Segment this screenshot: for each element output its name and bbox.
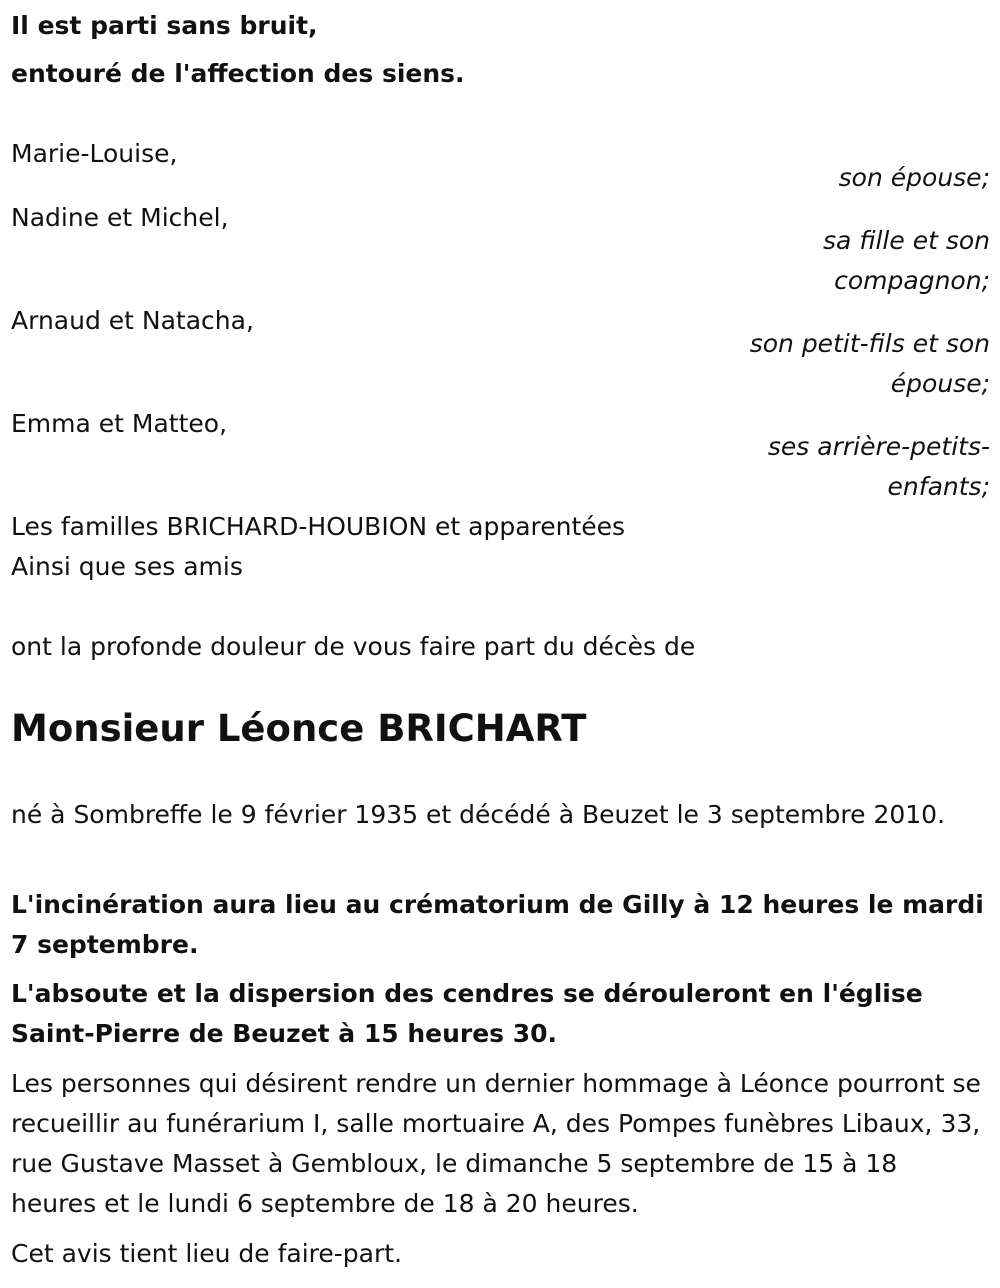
announcement: ont la profonde douleur de vous faire part du décès de	[11, 632, 696, 661]
cremation-info: L'incinération aura lieu au crématorium de Gilly à 12 heures le mardi 7 septembre.	[11, 890, 984, 959]
family-relation-grandson-2: épouse;	[890, 369, 990, 398]
visitation-info: Les personnes qui désirent rendre un dernier hommage à Léonce pourront se recueillir au funérarium I, salle mortuaire A, des Pompes funèbres Libaux, 33, rue Gustave Masset à Gembloux, le dimanche 5 septembre de 15 à 18 heures et le lundi 6 septembre de 18 à 20 heures.	[11, 1069, 981, 1218]
intro-line-1: Il est parti sans bruit,	[11, 11, 318, 40]
family-name-daughter: Nadine et Michel,	[11, 203, 229, 232]
family-name-grandson: Arnaud et Natacha,	[11, 306, 254, 335]
absolution-info: L'absoute et la dispersion des cendres se dérouleront en l'église Saint-Pierre de Beuzet à 15 heures 30.	[11, 979, 923, 1048]
deceased-name: Monsieur Léonce BRICHART	[11, 707, 587, 750]
family-relation-great-grandchildren-2: enfants;	[887, 472, 990, 501]
family-relation-great-grandchildren-1: ses arrière-petits-	[767, 432, 990, 461]
family-relation-daughter-1: sa fille et son	[823, 226, 990, 255]
birth-death-info: né à Sombreffe le 9 février 1935 et décédé à Beuzet le 3 septembre 2010.	[11, 800, 946, 829]
family-relation-daughter-2: compagnon;	[834, 266, 990, 295]
family-name-spouse: Marie-Louise,	[11, 139, 178, 168]
closing-note: Cet avis tient lieu de faire-part.	[11, 1239, 403, 1268]
family-relation-spouse: son épouse;	[838, 163, 990, 192]
family-name-great-grandchildren: Emma et Matteo,	[11, 409, 228, 438]
extended-family-line-1: Les familles BRICHARD-HOUBION et apparentées	[11, 512, 626, 541]
intro-line-2: entouré de l'affection des siens.	[11, 59, 465, 88]
family-relation-grandson-1: son petit-fils et son	[749, 329, 990, 358]
extended-family-line-2: Ainsi que ses amis	[11, 552, 243, 581]
